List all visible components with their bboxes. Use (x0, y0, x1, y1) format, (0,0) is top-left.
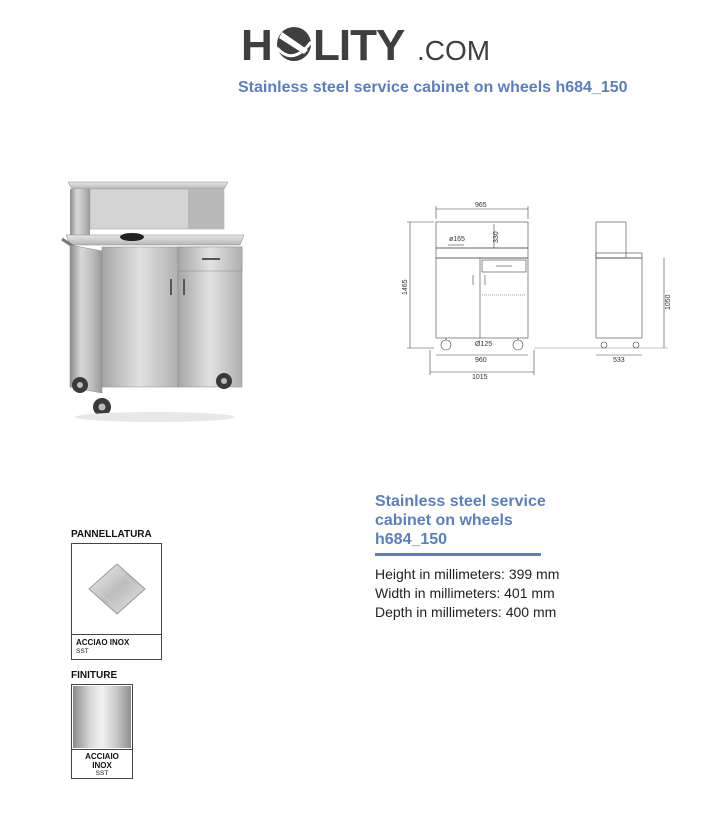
steel-panel-icon (85, 560, 149, 618)
finish-material-name: ACCIAIO (85, 752, 119, 761)
panel-swatch[interactable] (71, 543, 162, 660)
panel-section-label: PANNELLATURA (71, 529, 152, 540)
finish-swatch[interactable] (71, 684, 133, 779)
brushed-steel-sample (73, 686, 131, 748)
dim-diameter-top: ø165 (449, 236, 465, 243)
spec-width: Width in millimeters: 401 mm (375, 585, 555, 601)
spec-depth: Depth in millimeters: 400 mm (375, 604, 557, 620)
page-subtitle: Stainless steel service cabinet on wheels h684_150 (238, 79, 628, 96)
logo-suffix: .COM (417, 35, 491, 66)
title-divider (375, 553, 541, 556)
site-logo[interactable] (241, 12, 491, 72)
product-title-line: cabinet on wheels (375, 512, 513, 529)
dim-top-width: 965 (475, 202, 487, 209)
spec-height: Height in millimeters: 399 mm (375, 566, 560, 582)
product-photo (60, 175, 255, 425)
product-title-line: h684_150 (375, 531, 448, 548)
dim-wheel-diameter: Ø125 (475, 341, 493, 348)
dim-side-height: 1050 (665, 294, 672, 310)
dim-body-width: 960 (475, 357, 487, 364)
technical-drawing (398, 195, 678, 385)
product-specs (375, 565, 559, 622)
product-title (375, 492, 575, 549)
finish-section-label: FINITURE (71, 670, 118, 681)
finish-material-code: SST (95, 770, 109, 777)
finish-material-name: INOX (92, 761, 112, 770)
logo-text-lity: LITY (313, 21, 405, 70)
product-title-line: Stainless steel service (375, 493, 546, 510)
panel-material-code: SST (76, 648, 89, 655)
dim-overall-width: 1015 (472, 374, 488, 381)
dim-depth: 533 (613, 357, 625, 364)
logo-text-h: H (241, 21, 272, 70)
dim-upper-height: 330 (493, 231, 500, 243)
logo-globe-icon (277, 27, 311, 61)
panel-material-name: ACCIAO INOX (76, 638, 130, 647)
dim-total-height: 1465 (402, 279, 409, 295)
